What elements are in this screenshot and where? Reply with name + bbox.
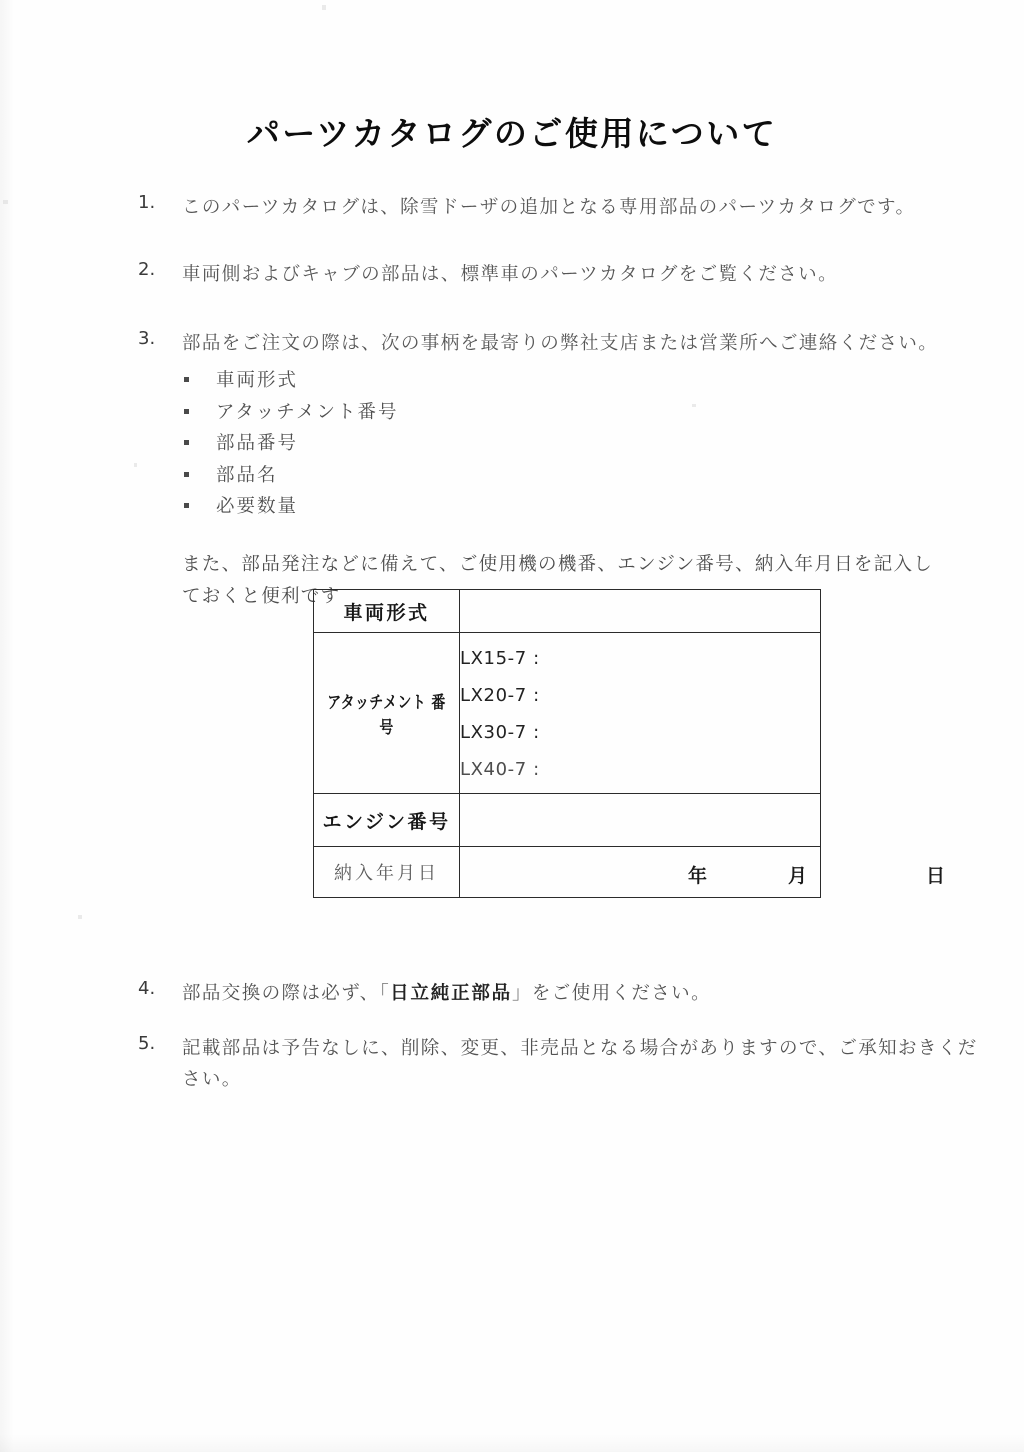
list-item-text: 車両側およびキャブの部品は、標準車のパーツカタログをご覧ください。 — [182, 264, 838, 285]
bullet-dot-icon — [184, 377, 189, 382]
spacer — [138, 237, 968, 259]
delivery-date-label-text: 納入年月日 — [334, 863, 439, 884]
list-item[interactable]: LX40-7 : — [460, 759, 540, 780]
list-item[interactable]: LX20-7 : — [460, 685, 540, 706]
list-item — [138, 1033, 978, 1095]
list-item-text: このパーツカタログは、除雪ドーザの追加となる専用部品のパーツカタログです。 — [182, 197, 916, 218]
instruction-list-lower — [138, 978, 978, 1119]
bullet-dot-icon — [184, 409, 189, 414]
list-item-text-before: 部品交換の際は必ず、「 — [182, 983, 391, 1004]
attachment-number-value[interactable] — [460, 633, 821, 794]
list-item — [182, 365, 968, 397]
list-item-number: 3. — [138, 328, 156, 349]
delivery-date-value[interactable] — [460, 847, 946, 898]
list-item — [182, 491, 968, 523]
date-fields — [460, 847, 946, 897]
instruction-list — [138, 192, 968, 627]
bullet-label: 必要数量 — [216, 496, 299, 517]
table-row — [314, 794, 821, 847]
list-item-number: 4. — [138, 978, 156, 999]
date-month-unit: 月 — [788, 865, 808, 887]
bullet-dot-icon — [184, 440, 189, 445]
list-item-text: 部品をご注文の際は、次の事柄を最寄りの弊社支店または営業所へご連絡ください。 — [182, 333, 939, 354]
list-item — [138, 978, 978, 1009]
list-item-number: 5. — [138, 1033, 156, 1054]
scan-speckle — [3, 200, 8, 204]
vehicle-type-value[interactable] — [460, 590, 821, 633]
list-item-text — [182, 978, 978, 1009]
list-item-text: 記載部品は予告なしに、削除、変更、非売品となる場合がありますので、ご承知おきください。 — [182, 1038, 978, 1090]
bullet-label: 部品名 — [216, 464, 278, 486]
list-item-number: 1. — [138, 192, 156, 213]
note-paragraph: また、部品発注などに備えて、ご使用機の機番、エンジン番号、納入年月日を記入しておくと便利です — [182, 553, 934, 607]
spacer — [138, 304, 968, 328]
model-list — [460, 634, 820, 792]
date-day-unit: 日 — [926, 865, 946, 887]
table-row — [314, 633, 821, 794]
list-item — [138, 328, 968, 613]
bullet-label: アタッチメント番号 — [216, 401, 399, 423]
vehicle-type-label: 車両形式 — [314, 590, 460, 633]
list-item — [138, 259, 968, 290]
list-item — [138, 192, 968, 223]
bullet-dot-icon — [184, 472, 189, 477]
list-item-text-after: 」をご使用ください。 — [511, 983, 711, 1004]
list-item[interactable]: LX15-7 : — [460, 648, 540, 669]
scan-speckle — [78, 915, 82, 919]
genuine-parts-emphasis: 日立純正部品 — [390, 983, 512, 1004]
attachment-number-label-text: アタッチメント 番号 — [327, 693, 446, 738]
bullet-label: 部品番号 — [216, 433, 299, 454]
list-item — [182, 460, 968, 492]
list-item — [182, 397, 968, 429]
attachment-number-label — [314, 633, 460, 794]
scan-speckle — [134, 463, 137, 467]
page-title: パーツカタログのご使用について — [246, 114, 778, 153]
delivery-date-label — [314, 847, 460, 898]
scan-edge-shadow-left — [0, 0, 14, 1452]
date-year-unit: 年 — [688, 865, 708, 887]
bullet-dot-icon — [184, 503, 189, 508]
machine-info-table — [313, 589, 946, 898]
list-item[interactable]: LX30-7 : — [460, 722, 540, 743]
scan-edge-shadow-bottom — [0, 1434, 1024, 1452]
scan-speckle — [322, 5, 326, 10]
list-item-number: 2. — [138, 259, 156, 280]
list-item — [182, 428, 968, 460]
order-info-bullet-list — [182, 365, 968, 523]
engine-number-value[interactable] — [460, 794, 821, 847]
table-row — [314, 847, 821, 898]
engine-number-label: エンジン番号 — [314, 794, 460, 847]
table-row — [314, 590, 821, 633]
bullet-label: 車両形式 — [216, 370, 299, 391]
